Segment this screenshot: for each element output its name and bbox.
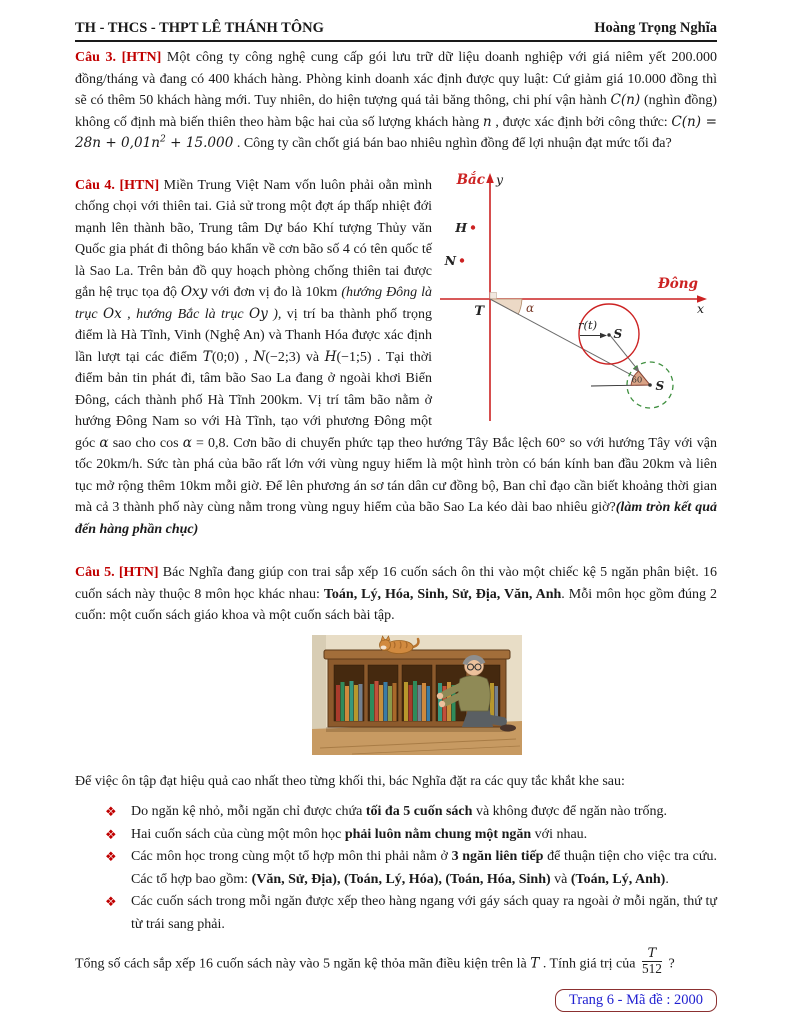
x-axis-label: x: [697, 300, 705, 316]
diamond-bullet-icon: ❖: [105, 804, 117, 819]
rule-item: [75, 846, 717, 891]
page-footer: [75, 989, 717, 1012]
storm-center-2-label: S: [655, 378, 665, 393]
total-question: Tổng số cách sắp xếp 16 cuốn sách này vào 5 ngăn kệ thỏa mãn điều kiện trên là T . Tính giá trị của $\frac{T}{512}$ ?: [75, 946, 675, 977]
radius-label: r(t): [578, 317, 598, 332]
right-angle-marker: [490, 292, 497, 299]
city-N-dot: [460, 258, 464, 262]
rule-text: Do ngăn kệ nhỏ, mỗi ngăn chỉ được chứa tối đa 5 cuốn sách và không được để ngăn nào trống.: [131, 804, 668, 819]
rule-text: Các cuốn sách trong mỗi ngăn được xếp theo hàng ngang với gáy sách quay ra ngoài ở mỗi ngăn, thứ tự từ trái sang phải.: [131, 894, 717, 932]
rule-text: Hai cuốn sách của cùng một môn học phải luôn nằm chung một ngăn với nhau.: [131, 826, 588, 842]
q4-text: Miền Trung Việt Nam vốn luôn phải oằn mình chống chọi với thiên tai. Giả sử trong một đợt áp thấp nhiệt đới mạnh lên thành bão, Trung tâm Dự báo Khí tượng Thủy văn Quốc gia phát đi thông báo khẩn về cơn bão số 4 có tên quốc tế là Sao La. Trên bản đồ quy hoạch phòng chống thiên tai được gắn hệ trục tọa độ Oxy với đơn vị đo là 10km (hướng Đông là trục Ox , hướng Bắc là trục Oy ), vị trí ba thành phố trọng điểm là Hà Tĩnh, Vinh (Nghệ An) và Thanh Hóa được xác định lần lượt tại các điểm T(0;0) , N(−2;3) và H(−1;5) . Tại thời điểm bản tin phát đi, tâm bão Sao La đang ở ngoài khơi Biển Đông, cách thành phố Hà Tĩnh 200km. Vị trí tâm bão nằm ở hướng Đông Nam so với Hà Tĩnh, tạo với phương Đông một góc α sao cho cos α = 0,8. Cơn bão di chuyển phức tạp theo hướng Tây Bắc lệch 60° so với hướng Tây với vận tốc 20km/h. Sức tàn phá của bão rất lớn với vùng nguy hiểm là một hình tròn có bán kính ban đầu 20km và liên tục mở rộng thêm 10km mỗi giờ. Để lên phương án sơ tán dân cư đồng bộ, Ban chỉ đạo cần biết khoảng thời gian mà cả 3 thành phố này cùng nằm trong vùng nguy hiểm của bão Sao La kéo dài bao nhiêu giờ?(làm tròn kết quả đến hàng phần chục): [75, 177, 717, 537]
q5-text: Bác Nghĩa đang giúp con trai sắp xếp 16 cuốn sách ôn thi vào một chiếc kệ 5 ngăn phân biệt. 16 cuốn sách này thuộc 8 môn học khác nhau: Toán, Lý, Hóa, Sinh, Sử, Địa, Văn, Anh. Mỗi môn học gồm đúng 2 cuốn: một cuốn sách giáo khoa và một cuốn sách bài tập.: [75, 565, 718, 623]
q4-label: Câu 4.: [75, 177, 115, 193]
teacher-name: Hoàng Trọng Nghĩa: [594, 20, 717, 36]
sixty-degree-label: 60: [631, 375, 643, 385]
point-N-label: N: [444, 252, 456, 268]
q5-label: Câu 5.: [75, 565, 115, 580]
rule-item: [75, 801, 717, 824]
line-T-to-S: [490, 299, 650, 385]
rule-item: [75, 891, 717, 936]
diamond-bullet-icon: ❖: [105, 894, 117, 909]
q3-tag: [HTN]: [121, 50, 162, 65]
diamond-bullet-icon: ❖: [105, 849, 117, 864]
question-4: [75, 171, 717, 541]
north-label: Bắc: [456, 171, 485, 188]
y-axis-arrow-icon: [486, 173, 494, 183]
bookshelf-illustration: [312, 635, 522, 755]
rule-item: [75, 824, 717, 847]
rule-text: Các môn học trong cùng một tổ hợp môn thi phải nằm ở 3 ngăn liên tiếp để thuận tiện cho việc tra cứu. Các tổ hợp bao gồm: (Văn, Sử, Địa), (Toán, Lý, Hóa), (Toán, Hóa, Sinh) và (Toán, Lý, Anh).: [131, 849, 717, 887]
question-5: [75, 562, 717, 627]
point-T-label: T: [474, 303, 484, 319]
storm-diagram: [440, 169, 792, 427]
y-axis-label: y: [496, 171, 504, 187]
page-header: [75, 20, 717, 42]
page-number-badge: Trang 6 - Mã đề : 2000: [555, 989, 717, 1012]
east-label: Đông: [657, 275, 698, 292]
q3-label: Câu 3.: [75, 50, 117, 65]
rules-intro: Để việc ôn tập đạt hiệu quả cao nhất theo từng khối thi, bác Nghĩa đặt ra các quy tắc khắt khe sau:: [75, 773, 625, 789]
storm-center-2-dot: [648, 383, 652, 387]
storm-center-1-label: S: [613, 326, 623, 341]
radius-arrow-icon: [600, 332, 607, 337]
q5-tag: [HTN]: [118, 565, 159, 580]
school-name: TH - THCS - THPT LÊ THÁNH TÔNG: [75, 20, 324, 36]
point-H-label: H: [455, 219, 467, 235]
rules-list: [75, 801, 717, 936]
storm-center-1-dot: [607, 333, 610, 336]
diamond-bullet-icon: ❖: [105, 826, 117, 842]
q4-tag: [HTN]: [119, 177, 160, 193]
alpha-label: α: [526, 300, 535, 315]
question-3: [75, 47, 717, 155]
q3-text: Một công ty công nghệ cung cấp gói lưu trữ dữ liệu doanh nghiệp với giá niêm yết 200.000 đồng/tháng và đang có 400 khách hàng. Phòng kinh doanh xác định được quy luật: Cứ giảm giá 10.000 đồng thì sẽ có thêm 50 khách hàng mới. Tuy nhiên, do hiện tượng quá tải băng thông, chi phí vận hành C(n) (nghìn đồng) không cố định mà biến thiên theo hàm bậc hai của số lượng khách hàng n , được xác định bởi công thức: $C(n) = 28n + 0,01n^2 + 15.000$ . Công ty cần chốt giá bán bao nhiêu nghìn đồng để lợi nhuận đạt mức tối đa?: [75, 50, 717, 151]
city-H-dot: [471, 225, 475, 229]
